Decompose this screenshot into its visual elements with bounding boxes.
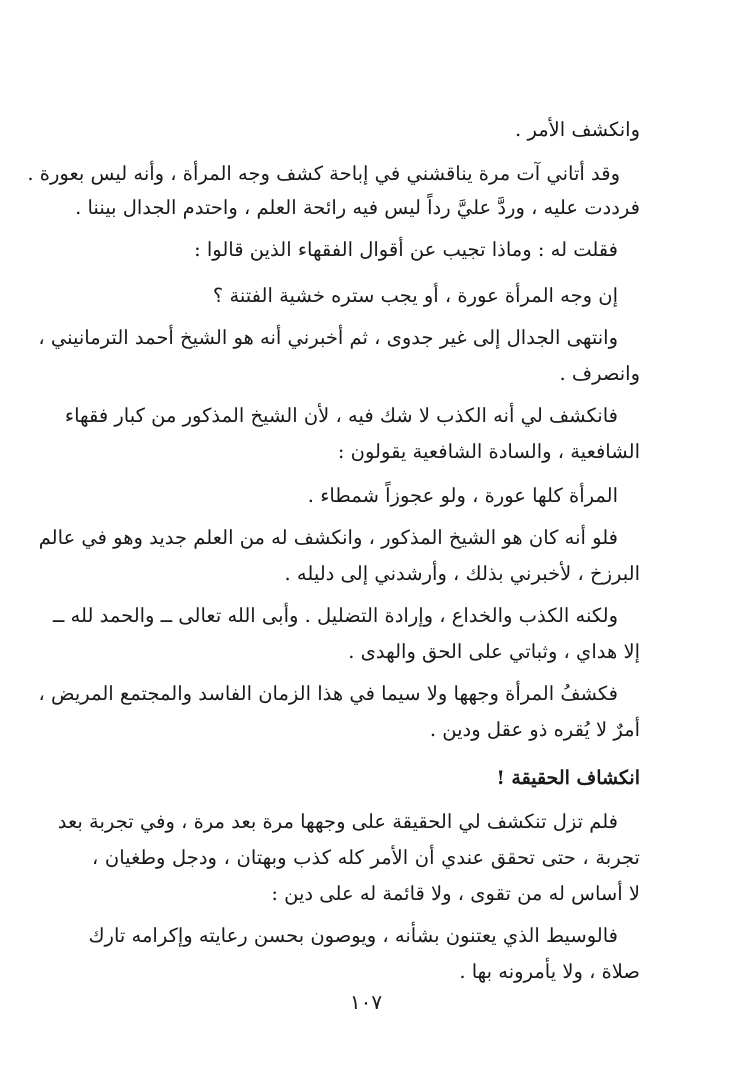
text-line: ولكنه الكذب والخداع ، وإرادة التضليل . وأبى الله تعالى ــ والحمد لله ــ [52,604,618,627]
text-line: لا أساس له من تقوى ، ولا قائمة له على دين : [271,882,640,905]
text-line: فقلت له : وماذا تجيب عن أقوال الفقهاء الذين قالوا : [194,238,618,261]
text-line: وانتهى الجدال إلى غير جدوى ، ثم أخبرني أنه هو الشيخ أحمد الترمانيني ، [38,326,618,349]
text-line: صلاة ، ولا يأمرونه بها . [459,960,640,983]
text-line: وقد أتاني آت مرة يناقشني في إباحة كشف وجه المرأة ، وأنه ليس بعورة . [27,162,620,185]
text-line: فكشفُ المرأة وجهها ولا سيما في هذا الزمان الفاسد والمجتمع المريض ، [38,682,618,705]
text-line: فالوسيط الذي يعتنون بشأنه ، ويوصون بحسن رعايته وإكرامه تارك [88,924,618,947]
text-line: تجربة ، حتى تحقق عندي أن الأمر كله كذب وبهتان ، ودجل وطغيان ، [92,846,640,869]
text-line: وانصرف . [559,362,640,385]
text-line: فانكشف لي أنه الكذب لا شك فيه ، لأن الشيخ المذكور من كبار فقهاء [64,404,618,427]
text-line: فلو أنه كان هو الشيخ المذكور ، وانكشف له من العلم جديد وهو في عالم [38,526,618,549]
text-line: وانكشف الأمر . [515,118,640,141]
text-line: إن وجه المرأة عورة ، أو يجب ستره خشية الفتنة ؟ [212,284,618,307]
page-number: ١٠٧ [349,990,383,1014]
text-line: البرزخ ، لأخبرني بذلك ، وأرشدني إلى دليله . [284,562,640,585]
text-line: فرددت عليه ، وردَّ عليَّ رداً ليس فيه رائحة العلم ، واحتدم الجدال بيننا . [75,196,640,219]
text-line: فلم تزل تنكشف لي الحقيقة على وجهها مرة بعد مرة ، وفي تجربة بعد [57,810,618,833]
text-line: إلا هداي ، وثباتي على الحق والهدى . [348,640,640,663]
text-line: المرأة كلها عورة ، ولو عجوزاً شمطاء . [307,484,618,507]
text-line: أمرٌ لا يُقره ذو عقل ودين . [429,718,640,741]
text-line: الشافعية ، والسادة الشافعية يقولون : [337,440,640,463]
section-heading: انكشاف الحقيقة ! [496,767,640,789]
